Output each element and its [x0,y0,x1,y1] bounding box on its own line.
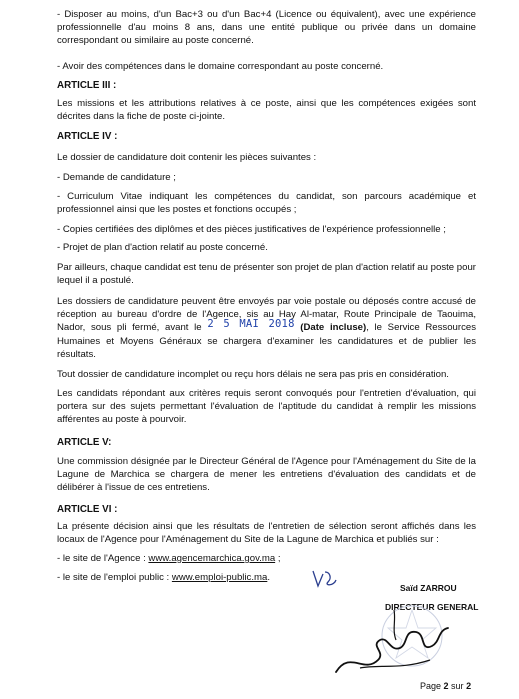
signatory-name: Saïd ZARROU [400,583,457,593]
total-pages: 2 [466,681,472,691]
date-stamp: 2 5 MAI 2018 [207,318,295,331]
signatory-title: DIRECTEUR GENERAL [385,602,479,612]
submission-text-start: Les dossiers de candidature peuvent être envoyés par voie postale ou déposés contre accusé de réception au bureau d'ordre de l'Agence, sis au Hay Al-matar, Route Principale de Taouima, Nador, sous pli fermé, avant le [57,296,476,334]
article-6-text: La présente décision ainsi que les résultats de l'entretien de sélection seront affichés dans les locaux de l'Agence pour l'Aménagement du Site de la Lagune de Marchica et publiés sur : [57,521,476,546]
page-label: Page [420,681,444,691]
list-item: - Demande de candidature ; [57,172,176,183]
date-included-note: (Date incluse) [300,322,367,334]
article-3-heading: ARTICLE III : [57,80,117,91]
article-6-heading: ARTICLE VI : [57,504,118,515]
article-4-intro: Le dossier de candidature doit contenir les pièces suivantes : [57,152,317,163]
handwritten-signature [330,590,460,682]
agency-site-link[interactable]: www.agencemarchica.gov.ma [148,553,276,564]
public-employment-site-suffix: . [267,572,270,583]
requirement-skills: - Avoir des compétences dans le domaine correspondant au poste concerné. [57,61,384,72]
article-4-heading: ARTICLE IV : [57,131,118,142]
current-page: 2 [443,681,449,691]
article-4-para-incomplete: Tout dossier de candidature incomplet ou reçu hors délais ne sera pas pris en considération. [57,369,449,380]
list-item: - Copies certifiées des diplômes et des pièces justificatives de l'expérience professionnelle ; [57,224,446,235]
article-5-text: Une commission désignée par le Directeur Général de l'Agence pour l'Aménagement du Site de la Lagune de Marchica se chargera de mener les entretiens d'évaluation des candidats et de délibérer à l'issue de ces entretiens. [57,456,476,494]
page-number [420,681,471,691]
public-employment-site-link[interactable]: www.emploi-public.ma [171,572,268,583]
agency-site-suffix: ; [275,553,281,564]
article-3-text: Les missions et les attributions relatives à ce poste, ainsi que les compétences exigées sont décrites dans la fiche de poste ci-jointe. [57,98,476,123]
list-item: - Curriculum Vitae indiquant les compétences du candidat, son parcours académique et professionnel ainsi que les postes et fonctions occupés ; [57,191,476,216]
article-4-para-submission [57,295,476,361]
list-item: - Projet de plan d'action relatif au poste concerné. [57,242,268,253]
handwritten-initials [310,568,338,590]
article-4-para-plan: Par ailleurs, chaque candidat est tenu de présenter son projet de plan d'action relatif au poste pour lequel il a postulé. [57,262,476,287]
submission-text-end: , le Service Ressources Humaines et Moyens Généraux se chargera d'examiner les candidatures et de publier les résultats. [57,322,476,360]
agency-site-label: - le site de l'Agence : [57,553,149,564]
requirement-degree: - Disposer au moins, d'un Bac+3 ou d'un Bac+4 (Licence ou équivalent), avec une expérience professionnelle d'au moins 8 ans, dans une entité publique ou privée dans un domaine correspondant ou similaire au poste concerné. [57,9,476,47]
article-5-heading: ARTICLE V: [57,437,112,448]
page-separator: sur [448,681,467,691]
public-employment-site-label: - le site de l'emploi public : [57,572,172,583]
agency-site-line [57,552,476,565]
article-4-para-convocation: Les candidats répondant aux critères requis seront convoqués pour l'entretien d'évaluation, qui portera sur des sujets permettant l'évaluation de l'aptitude du candidat à remplir les missions afférentes au poste à pourvoir. [57,388,476,426]
